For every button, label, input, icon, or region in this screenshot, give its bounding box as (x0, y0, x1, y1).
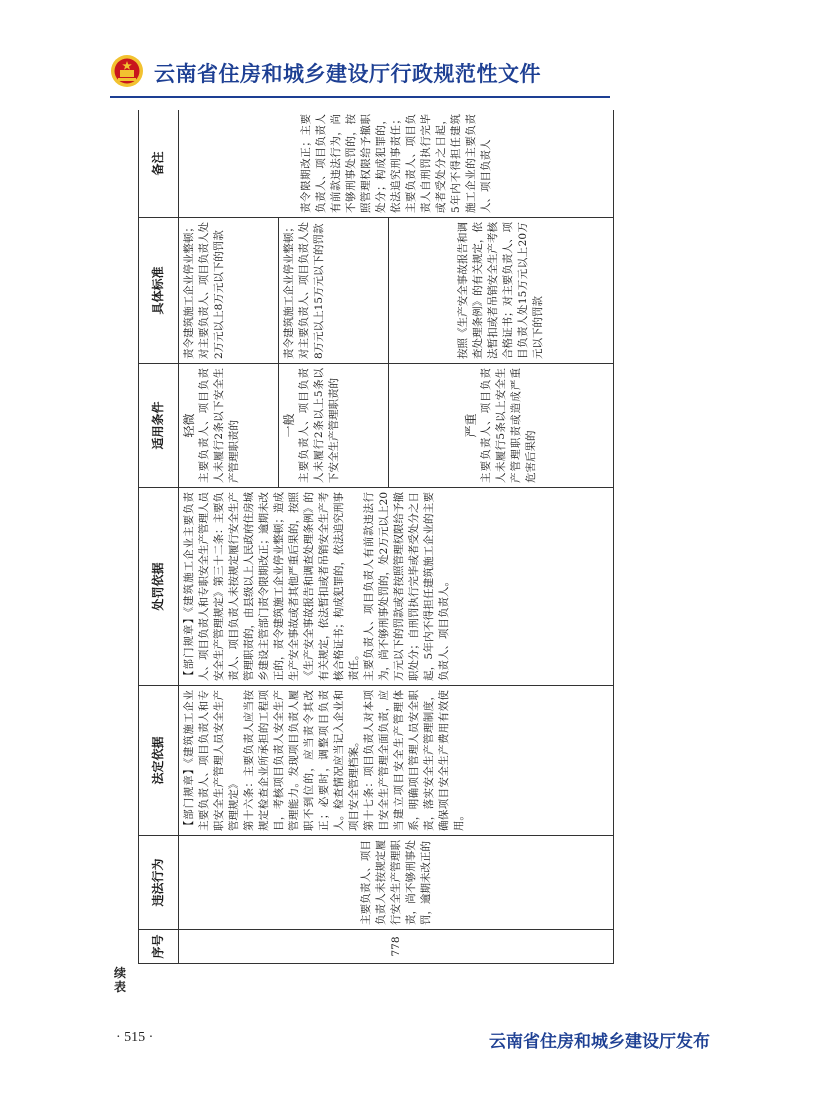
condition-text: 主要负责人、项目负责人未履行2条以下安全生产管理职责的 (198, 368, 240, 483)
cell-seq: 778 (179, 930, 614, 964)
level-label: 一般 (282, 413, 296, 438)
legal-basis-line: 【部门规章】《建筑施工企业主要负责人、项目负责人和专职安全生产管理人员安全生产管理规定》 (183, 690, 240, 831)
col-header-conditions: 适用条件 (139, 364, 179, 488)
condition-text: 主要负责人、项目负责人未履行2条以上5条以下安全生产管理职责的 (298, 368, 340, 483)
cell-legal-basis (179, 686, 614, 836)
col-header-seq: 序号 (139, 930, 179, 964)
page-number: · 515 · (116, 1030, 154, 1045)
national-emblem-icon (110, 54, 144, 88)
cell-behavior: 主要负责人、项目负责人未按规定履行安全生产管理职责，尚不够刑事处罚，逾期未改正的 (179, 836, 614, 930)
penalty-standard-table (138, 110, 614, 964)
condition-text: 主要负责人、项目负责人未履行5条以上安全生产管理职责或造成严重危害后果的 (479, 368, 537, 483)
level-label: 严重 (463, 413, 478, 438)
legal-basis-line: 第十六条：主要负责人应当按规定检查企业所承担的工程项目，考核项目负责人安全生产管理能力。发现项目负责人履职不到位的，应当责令其改正；必要时，调整项目负责人。检查情况应当记入企业和项目安全管理档案。 (243, 690, 360, 831)
header-rule (110, 96, 610, 98)
table-row (179, 110, 279, 964)
col-header-penalty-basis: 处罚依据 (139, 488, 179, 686)
level-label: 轻微 (182, 413, 196, 438)
publisher-footer: 云南省住房和城乡建设厅发布 (489, 1032, 710, 1052)
continued-label: 续表 (114, 966, 127, 994)
col-header-standards: 具体标准 (139, 218, 179, 364)
cell-standard-severe: 按照《生产安全事故报告和调查处理条例》的有关规定，依法暂扣或者吊销安全生产考核合格证书；对主要负责人、项目负责人处15万元以上20万元以下的罚款 (389, 218, 614, 364)
col-header-remarks: 备注 (139, 110, 179, 218)
legal-basis-line: 第十七条：项目负责人对本项目安全生产管理全面负责，应当建立项目安全生产管理体系，明确项目管理人员安全职责，落实安全生产管理制度，确保项目安全生产费用有效使用。 (363, 690, 465, 831)
cell-standard-general: 责令建筑施工企业停业整顿；对主要负责人、项目负责人处8万元以上15万元以下的罚款 (279, 218, 389, 364)
penalty-basis-line: 【部门规章】《建筑施工企业主要负责人、项目负责人和专职安全生产管理人员安全生产管理规定》第三十二条：主要负责人、项目负责人未按规定履行安全生产管理职责的，由县级以上人民政府住房城乡建设主管部门责令限期改正；逾期未改正的，责令建筑施工企业停业整顿；造成生产安全事故或者其他严重后果的，按照《生产安全事故报告和调查处理条例》的有关规定，依法暂扣或者吊销安全生产考核合格证书；构成犯罪的，依法追究刑事责任。 (183, 492, 360, 681)
col-header-legal-basis: 法定依据 (139, 686, 179, 836)
cell-condition-general (279, 364, 389, 488)
document-header (110, 52, 710, 96)
cell-standard-minor: 责令建筑施工企业停业整顿；对主要负责人、项目负责人处2万元以上8万元以下的罚款 (179, 218, 279, 364)
document-title: 云南省住房和城乡建设厅行政规范性文件 (154, 62, 541, 86)
penalty-basis-line: 主要负责人、项目负责人有前款违法行为，尚不够刑事处罚的，处2万元以上20万元以下的罚款或者按照管理权限给予撤职处分；自刑罚执行完毕或者受处分之日起，5年内不得担任建筑施工企业的主要负责人、项目负责人。 (363, 492, 450, 681)
col-header-behavior: 违法行为 (139, 836, 179, 930)
table-header-row (139, 110, 179, 964)
cell-condition-severe (389, 364, 614, 488)
cell-condition-minor (179, 364, 279, 488)
penalty-table-frame (138, 110, 614, 964)
cell-remarks: 责令限期改正；主要负责人、项目负责人有前款违法行为，尚不够刑事处罚的，按照管理权限给予撤职处分；构成犯罪的，依法追究刑事责任；主要负责人、项目负责人自刑罚执行完毕或者受处分之日起，5年内不得担任建筑施工企业的主要负责人、项目负责人 (179, 110, 614, 218)
cell-penalty-basis (179, 488, 614, 686)
